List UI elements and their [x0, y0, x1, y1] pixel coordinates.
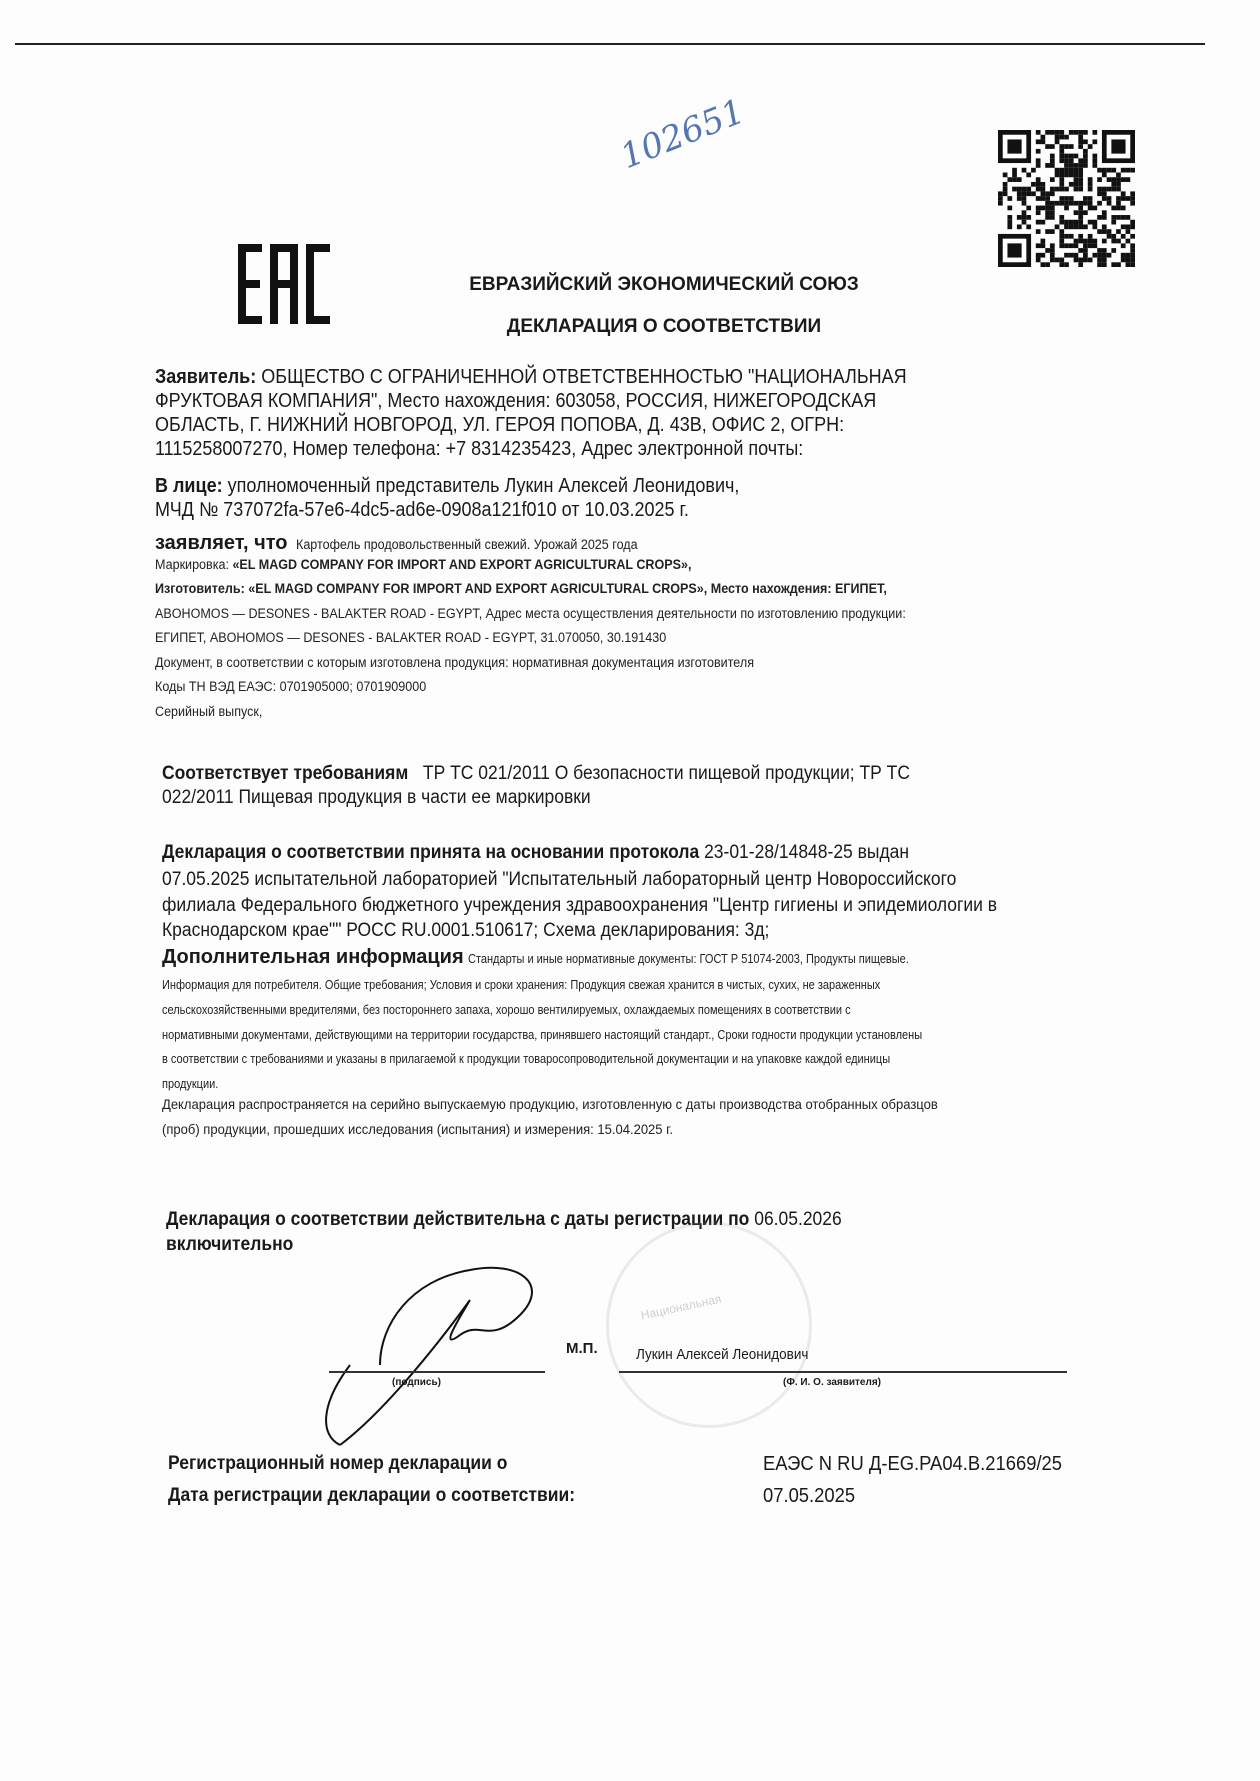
representative-line: В лице: уполномоченный представитель Лукин Алексей Леонидович,: [155, 475, 740, 497]
qr-code: [998, 130, 1135, 267]
applicant-line: ОБЛАСТЬ, Г. НИЖНИЙ НОВГОРОД, УЛ. ГЕРОЯ ПОПОВА, Д. 43В, ОФИС 2, ОГРН:: [155, 414, 845, 436]
extension-line: Декларация распространяется на серийно выпускаемую продукцию, изготовленную с даты производства отобранных образцов: [162, 1096, 938, 1112]
extension-line: (проб) продукции, прошедших исследования (испытания) и измерения: 15.04.2025 г.: [162, 1121, 673, 1137]
representative-line: МЧД № 737072fa-57e6-4dc5-ad6e-0908a121f010 от 10.03.2025 г.: [155, 499, 689, 521]
declares-line: Документ, в соответствии с которым изготовлена продукция: нормативная документация изготовителя: [155, 655, 755, 670]
additional-line: Информация для потребителя. Общие требования; Условия и сроки хранения: Продукция свежая хранится в чистых, сухих, не зараженных: [162, 978, 881, 992]
applicant-label: Заявитель:: [155, 366, 257, 388]
registration-number: ЕАЭС N RU Д-EG.PA04.B.21669/25: [763, 1453, 1063, 1475]
validity-label: Декларация о соответствии действительна с даты регистрации по: [166, 1209, 750, 1230]
basis-line: филиала Федерального бюджетного учреждения здравоохранения "Центр гигиены и эпидемиологии в: [162, 895, 998, 916]
basis-line: Краснодарском крае"" РОСС RU.0001.510617; Схема декларирования: 3д;: [162, 920, 770, 941]
product-name: Картофель продовольственный свежий. Урожай 2025 года: [296, 537, 638, 552]
applicant-line: Заявитель: ОБЩЕСТВО С ОГРАНИЧЕННОЙ ОТВЕТСТВЕННОСТЬЮ "НАЦИОНАЛЬНАЯ: [155, 366, 907, 388]
declares-line: Коды ТН ВЭД ЕАЭС: 0701905000; 0701909000: [155, 679, 427, 694]
name-line: [619, 1371, 1067, 1373]
declares-line: ABOHOMOS — DESONES - BALAKTER ROAD - EGYPT, Адрес места осуществления деятельности по изготовлению продукции:: [155, 606, 906, 621]
basis-label: Декларация о соответствии принята на основании протокола: [162, 842, 700, 863]
conformity-label: Соответствует требованиям: [162, 763, 409, 784]
representative-label: В лице:: [155, 475, 223, 497]
basis-line: Декларация о соответствии принята на основании протокола 23-01-28/14848-25 выдан: [162, 842, 910, 863]
signature-line: [329, 1371, 545, 1373]
registration-date: 07.05.2025: [763, 1485, 856, 1507]
additional-line: в соответствии с требованиями и указаны в прилагаемой к продукции товаросопроводительной документации и на упаковке каждой единицы: [162, 1052, 891, 1066]
additional-label: Дополнительная информация: [162, 946, 464, 968]
manufacturer-line: Изготовитель: «EL MAGD COMPANY FOR IMPORT AND EXPORT AGRICULTURAL CROPS», Место нахождения: ЕГИПЕТ,: [155, 581, 887, 596]
applicant-line: ФРУКТОВАЯ КОМПАНИЯ", Место нахождения: 603058, РОССИЯ, НИЖЕГОРОДСКАЯ: [155, 390, 877, 412]
stamp-text: Национальная: [639, 1291, 723, 1323]
additional-line: Дополнительная информация Стандарты и иные нормативные документы: ГОСТ Р 51074-2003, Продукты пищевые.: [162, 946, 909, 968]
stamp-place-label: М.П.: [566, 1340, 598, 1357]
name-caption: (Ф. И. О. заявителя): [783, 1377, 882, 1388]
declares-line: ЕГИПЕТ, ABOHOMOS — DESONES - BALAKTER ROAD - EGYPT, 31.070050, 30.191430: [155, 630, 667, 645]
registration-date-label: Дата регистрации декларации о соответствии:: [168, 1485, 576, 1506]
declares-label: заявляет, что: [155, 532, 288, 554]
basis-line: 07.05.2025 испытательной лабораторией "Испытательный лабораторный центр Новороссийского: [162, 869, 957, 890]
marking-line: Маркировка: «EL MAGD COMPANY FOR IMPORT AND EXPORT AGRICULTURAL CROPS»,: [155, 557, 692, 572]
conformity-line: 022/2011 Пищевая продукция в части ее маркировки: [162, 787, 591, 808]
document-title: ДЕКЛАРАЦИЯ О СООТВЕТСТВИИ: [506, 316, 822, 337]
top-border-line: [15, 43, 1205, 45]
additional-line: продукции.: [162, 1077, 219, 1091]
union-title: ЕВРАЗИЙСКИЙ ЭКОНОМИЧЕСКИЙ СОЮЗ: [469, 274, 859, 295]
validity-suffix: включительно: [166, 1234, 294, 1255]
signature-caption: (подпись): [392, 1377, 441, 1388]
conformity-line: Соответствует требованиям ТР ТС 021/2011 О безопасности пищевой продукции; ТР ТС: [162, 763, 910, 784]
additional-line: нормативными документами, действующими на территории государства, принявшего настоящий стандарт., Сроки годности продукции установлены: [162, 1028, 923, 1042]
validity-date: 06.05.2026: [754, 1209, 842, 1230]
handwritten-signature: [320, 1255, 550, 1455]
handwritten-number: 102651: [615, 91, 751, 178]
stamp-seal: [606, 1222, 812, 1428]
declares-line: [155, 532, 664, 555]
additional-line: сельскохозяйственными вредителями, без постороннего запаха, хорошо вентилируемых, охлаждаемых помещениях в соответствии с: [162, 1003, 851, 1017]
applicant-line: 1115258007270, Номер телефона: +7 8314235423, Адрес электронной почты:: [155, 438, 804, 460]
declares-line: Серийный выпуск,: [155, 704, 263, 719]
signatory-name: Лукин Алексей Леонидович: [636, 1346, 809, 1363]
registration-number-label: Регистрационный номер декларации о: [168, 1453, 508, 1474]
